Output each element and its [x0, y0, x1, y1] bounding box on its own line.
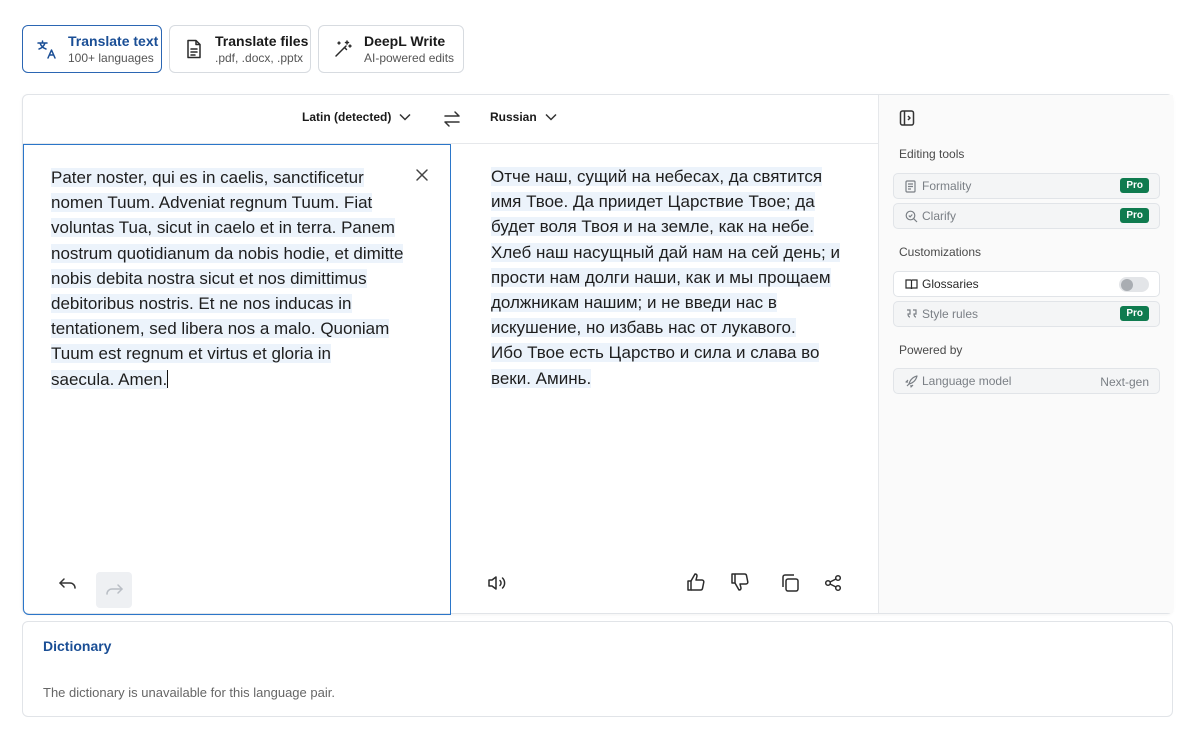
target-line: будет воля Твоя и на земле, как на небе.: [491, 217, 814, 237]
swap-languages-icon[interactable]: [441, 109, 463, 129]
target-line: должникам нашим; и не введи нас в: [491, 293, 777, 313]
source-line: tentationem, sed libera nos a malo. Quoniam: [51, 319, 390, 339]
source-line: voluntas Tua, sicut in caelo et in terra. Panem: [51, 218, 395, 238]
copy-icon[interactable]: [778, 571, 802, 595]
tab-subtitle: 100+ languages: [68, 50, 154, 65]
tab-title: Translate files: [215, 32, 309, 49]
side-panel: [878, 95, 1173, 613]
redo-icon[interactable]: [96, 572, 132, 608]
magic-wand-icon: [332, 38, 354, 60]
tab-subtitle: AI-powered edits: [364, 50, 455, 65]
tab-translate-files[interactable]: [169, 25, 311, 73]
dictionary-panel: [22, 621, 1173, 717]
thumbs-up-icon[interactable]: [684, 570, 708, 594]
glossaries-label: Glossaries: [922, 277, 979, 291]
target-line: прости нам долги наши, как и мы прощаем: [491, 267, 831, 287]
language-bar: [23, 95, 878, 144]
formality-tool[interactable]: [893, 173, 1160, 199]
source-line: nomen Tuum. Adveniat regnum Tuum. Fiat: [51, 193, 373, 213]
target-language-label: Russian: [490, 110, 537, 124]
formality-icon: [904, 179, 918, 193]
tab-title: DeepL Write: [364, 32, 446, 49]
pro-badge: Pro: [1120, 208, 1149, 223]
target-line: Ибо Твое есть Царство и сила и слава во: [491, 343, 820, 363]
source-line: debitoribus nostris. Et ne nos inducas in: [51, 294, 352, 314]
target-line: Отче наш, сущий на небесах, да святится: [491, 167, 823, 186]
source-line: nobis debita nostra sicut et nos dimittimus: [51, 268, 367, 288]
tab-deepl-write[interactable]: [318, 25, 464, 73]
source-text-area[interactable]: [23, 144, 451, 615]
tab-subtitle: .pdf, .docx, .pptx: [215, 50, 304, 65]
source-line: saecula. Amen.: [51, 369, 168, 389]
chevron-down-icon: [399, 113, 411, 121]
tab-translate-text[interactable]: [22, 25, 162, 73]
clarify-label: Clarify: [922, 209, 957, 223]
language-model-label: Language model: [922, 374, 1012, 388]
source-text[interactable]: [51, 165, 421, 392]
collapse-panel-icon[interactable]: [899, 109, 915, 127]
style-rules-label: Style rules: [922, 307, 979, 321]
source-line: Pater noster, qui es in caelis, sanctificetur: [51, 168, 364, 187]
target-line: имя Твое. Да приидет Царствие Твое; да: [491, 192, 815, 212]
customizations-heading: Customizations: [899, 245, 982, 259]
formality-label: Formality: [922, 179, 972, 193]
clarify-icon: [904, 209, 918, 223]
language-model-value: Next-gen: [1100, 375, 1149, 389]
target-line: веки. Аминь.: [491, 368, 592, 388]
tab-title: Translate text: [68, 32, 159, 49]
style-rules-tool[interactable]: [893, 301, 1160, 327]
target-language-select[interactable]: [490, 110, 557, 124]
clarify-tool[interactable]: [893, 203, 1160, 229]
chevron-down-icon: [545, 113, 557, 121]
target-line: искушение, но избавь нас от лукавого.: [491, 318, 796, 338]
rocket-icon: [904, 374, 918, 388]
undo-icon[interactable]: [56, 572, 80, 596]
speaker-icon[interactable]: [485, 571, 509, 595]
translator-panel: [22, 94, 1173, 614]
source-language-label: Latin (detected): [302, 110, 392, 124]
source-language-select[interactable]: [302, 110, 411, 124]
book-icon: [904, 277, 918, 291]
language-model-row: [893, 368, 1160, 394]
pro-badge: Pro: [1120, 178, 1149, 193]
clear-text-icon[interactable]: [414, 167, 430, 183]
target-line: Хлеб наш насущный дай нам на сей день; и: [491, 242, 840, 262]
document-icon: [183, 38, 205, 60]
source-line: nostrum quotidianum da nobis hodie, et dimitte: [51, 243, 404, 263]
translated-text: [491, 164, 846, 391]
thumbs-down-icon[interactable]: [728, 570, 752, 594]
share-icon[interactable]: [821, 571, 845, 595]
dictionary-title: Dictionary: [43, 638, 112, 654]
source-line: Tuum est regnum et virtus et gloria in: [51, 344, 331, 364]
glossaries-toggle[interactable]: [1119, 277, 1149, 292]
glossaries-tool[interactable]: [893, 271, 1160, 297]
target-text-area: [451, 144, 878, 615]
text-cursor: [167, 370, 168, 388]
quote-icon: [904, 307, 918, 321]
dictionary-message: The dictionary is unavailable for this language pair.: [43, 685, 335, 700]
editing-tools-heading: Editing tools: [899, 147, 965, 161]
pro-badge: Pro: [1120, 306, 1149, 321]
powered-by-heading: Powered by: [899, 343, 963, 357]
translate-icon: [36, 38, 58, 60]
